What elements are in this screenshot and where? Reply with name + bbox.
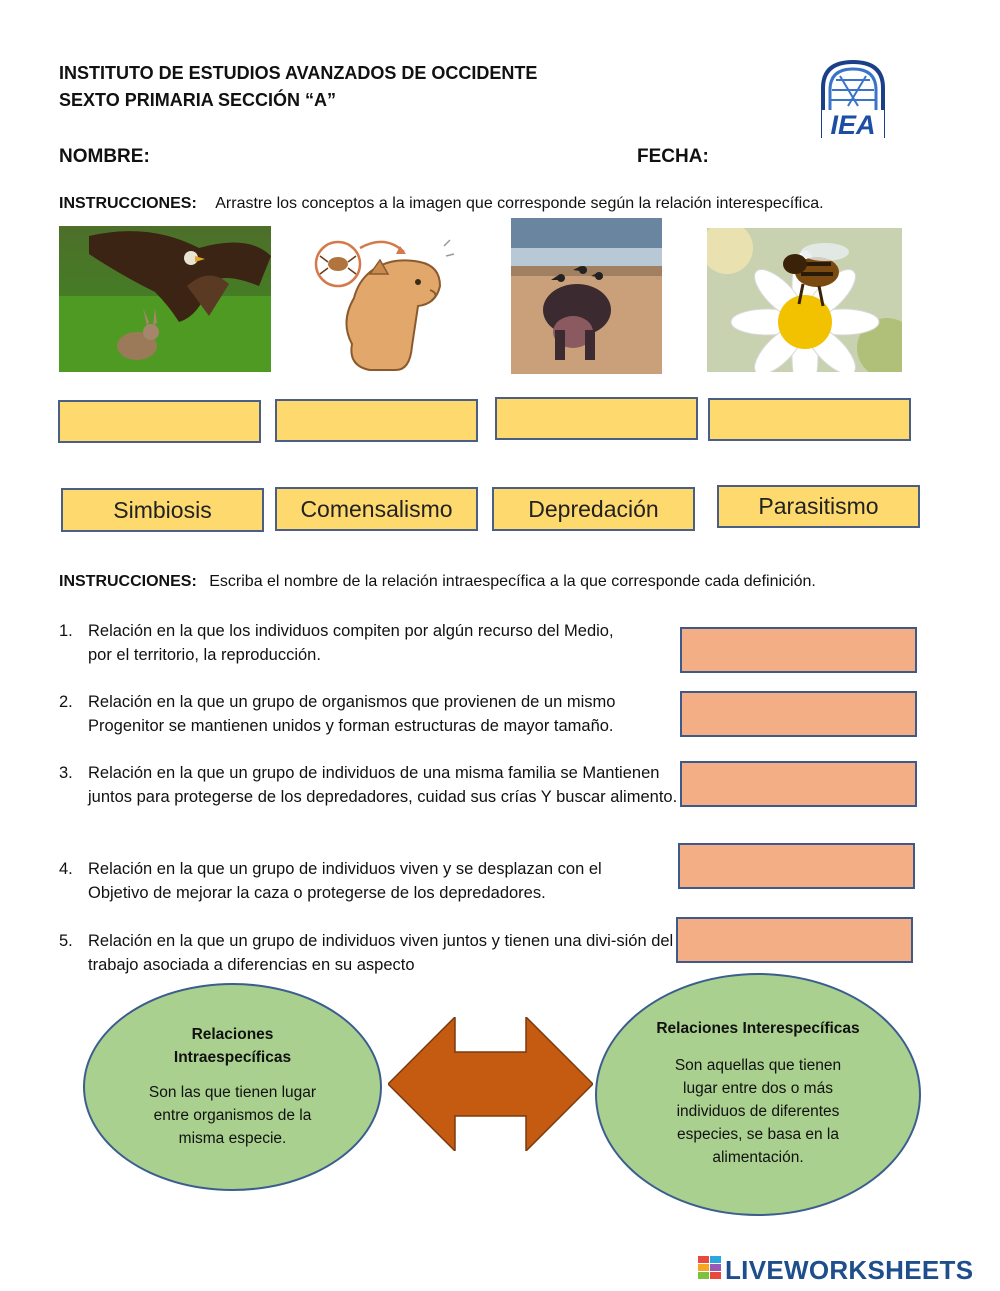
school-logo <box>818 58 888 140</box>
instructions-2 <box>59 573 816 591</box>
concept-parasitismo[interactable]: Parasitismo <box>717 485 920 528</box>
intraspecific-body: Son las que tienen lugar entre organismos de la misma especie. <box>148 1084 317 1147</box>
svg-text:IEA: IEA <box>830 110 876 140</box>
answer-field-1[interactable] <box>680 627 917 673</box>
question-5 <box>59 929 679 979</box>
image-bee-flower <box>707 228 902 372</box>
name-label: NOMBRE: <box>59 146 150 167</box>
instructions-text: Arrastre los conceptos a la imagen que corresponde según la relación interespecífica. <box>215 195 824 212</box>
question-number: 5. <box>59 932 73 950</box>
image-flea-dog <box>300 226 456 376</box>
concept-simbiosis[interactable]: Simbiosis <box>61 488 264 532</box>
drop-zone-3[interactable] <box>495 397 698 440</box>
question-text: Relación en la que un grupo de organismos que provienen de un mismo Progenitor se mantienen unidos y forman estructuras de mayor tamaño. <box>88 693 616 735</box>
answer-field-4[interactable] <box>678 843 915 889</box>
question-4 <box>59 857 679 907</box>
question-text: Relación en la que un grupo de individuos viven y se desplazan con el Objetivo de mejorar la caza o protegerse de los depredadores. <box>88 860 602 902</box>
liveworksheets-icon <box>697 1255 723 1285</box>
question-number: 2. <box>59 693 73 711</box>
ellipse-interspecific <box>595 973 921 1216</box>
answer-field-2[interactable] <box>680 691 917 737</box>
question-number: 3. <box>59 764 73 782</box>
instructions-label: INSTRUCCIONES: <box>59 195 197 212</box>
image-eagle-rabbit <box>59 226 271 372</box>
ellipse-intraspecific <box>83 983 382 1191</box>
liveworksheets-logo <box>697 1254 993 1286</box>
instructions-text: Escriba el nombre de la relación intraespecífica a la que corresponde cada definición. <box>209 573 816 590</box>
concept-depredacion[interactable]: Depredación <box>492 487 695 531</box>
question-number: 1. <box>59 622 73 640</box>
answer-field-3[interactable] <box>680 761 917 807</box>
question-text: Relación en la que los individuos compiten por algún recurso del Medio, por el territorio, la reproducción. <box>88 622 614 664</box>
image-birds-hippo <box>511 218 662 374</box>
instructions-1 <box>59 195 824 213</box>
question-3 <box>59 761 679 835</box>
question-number: 4. <box>59 860 73 878</box>
interspecific-title: Relaciones Interespecíficas <box>656 1020 860 1037</box>
concept-comensalismo[interactable]: Comensalismo <box>275 487 478 531</box>
liveworksheets-text: LIVEWORKSHEETS <box>725 1254 974 1285</box>
question-1 <box>59 619 679 669</box>
answer-field-5[interactable] <box>676 917 913 963</box>
drop-zone-4[interactable] <box>708 398 911 441</box>
question-2 <box>59 690 679 740</box>
date-label: FECHA: <box>637 146 709 167</box>
grade-section: SEXTO PRIMARIA SECCIÓN “A” <box>59 90 337 110</box>
intraspecific-title: Relaciones Intraespecíficas <box>173 1026 292 1066</box>
instructions-label: INSTRUCCIONES: <box>59 573 197 590</box>
school-name: INSTITUTO DE ESTUDIOS AVANZADOS DE OCCIDENTE <box>59 63 538 83</box>
double-arrow-icon <box>388 1017 593 1151</box>
question-text: Relación en la que un grupo de individuos viven juntos y tienen una divi-sión del trabajo asociada a diferencias en su aspecto <box>88 932 674 974</box>
drop-zone-2[interactable] <box>275 399 478 442</box>
question-text: Relación en la que un grupo de individuos de una misma familia se Mantienen juntos para protegerse de los depredadores, cuidad sus crías Y buscar alimento. <box>88 764 678 806</box>
interspecific-body: Son aquellas que tienen lugar entre dos o más individuos de diferentes especies, se basa en la alimentación. <box>674 1057 842 1166</box>
drop-zone-1[interactable] <box>58 400 261 443</box>
